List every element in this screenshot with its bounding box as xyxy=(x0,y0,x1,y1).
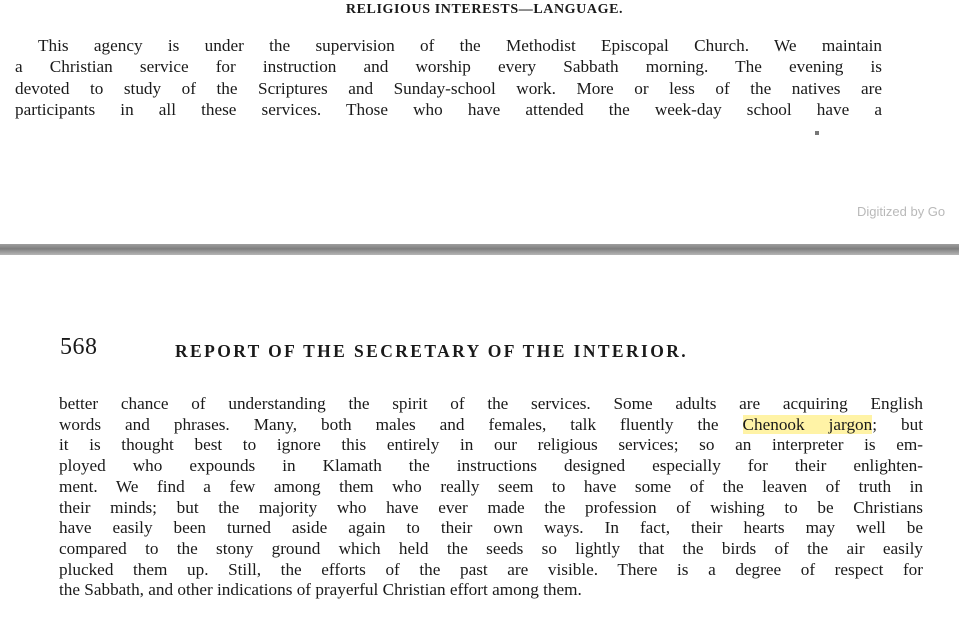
text-line: it is thought best to ignore this entirely in our religious services; so an interpreter is em- xyxy=(59,435,923,455)
page-separator xyxy=(0,244,959,255)
text-line: better chance of understanding the spirit of the services. Some adults are acquiring English xyxy=(59,394,923,413)
text-line: have easily been turned aside again to their own ways. In fact, their hearts may well be xyxy=(59,518,923,538)
watermark: Digitized by Go xyxy=(857,204,946,219)
bottom-paragraph xyxy=(59,394,923,601)
text-line: This agency is under the supervision of the Methodist Episcopal Church. We maintain xyxy=(38,36,882,55)
text-line: ployed who expounds in Klamath the instructions designed especially for their enlighten- xyxy=(59,456,923,476)
running-head-bottom: REPORT OF THE SECRETARY OF THE INTERIOR. xyxy=(175,341,689,361)
top-paragraph xyxy=(15,35,882,120)
top-page xyxy=(0,0,959,244)
text-line: their minds; but the majority who have ever made the profession of wishing to be Christians xyxy=(59,497,923,517)
ink-speck xyxy=(815,131,819,135)
text-line: compared to the stony ground which held the seeds so lightly that the birds of the air easily xyxy=(59,538,923,558)
text-line: a Christian service for instruction and worship every Sabbath morning. The evening is xyxy=(15,57,882,77)
text-line: plucked them up. Still, the efforts of the past are visible. There is a degree of respect for xyxy=(59,559,923,579)
page-number: 568 xyxy=(60,334,98,360)
highlighted-phrase: Chenook jargon xyxy=(742,414,873,434)
text-line: devoted to study of the Scriptures and Sunday-school work. More or less of the natives are xyxy=(15,78,882,98)
text-line: the Sabbath, and other indications of prayerful Christian effort among them. xyxy=(59,580,582,600)
running-head-top: RELIGIOUS INTERESTS—LANGUAGE. xyxy=(345,2,624,17)
text-line: ment. We find a few among them who really seem to have some of the leaven of truth in xyxy=(59,476,923,496)
text-segment: ; but xyxy=(872,414,923,434)
bottom-page xyxy=(0,255,959,620)
text-segment: words and phrases. Many, both males and females, talk fluently the xyxy=(59,414,743,434)
text-line-highlighted xyxy=(59,415,923,436)
text-line: participants in all these services. Those who have attended the week-day school have a xyxy=(15,99,882,119)
